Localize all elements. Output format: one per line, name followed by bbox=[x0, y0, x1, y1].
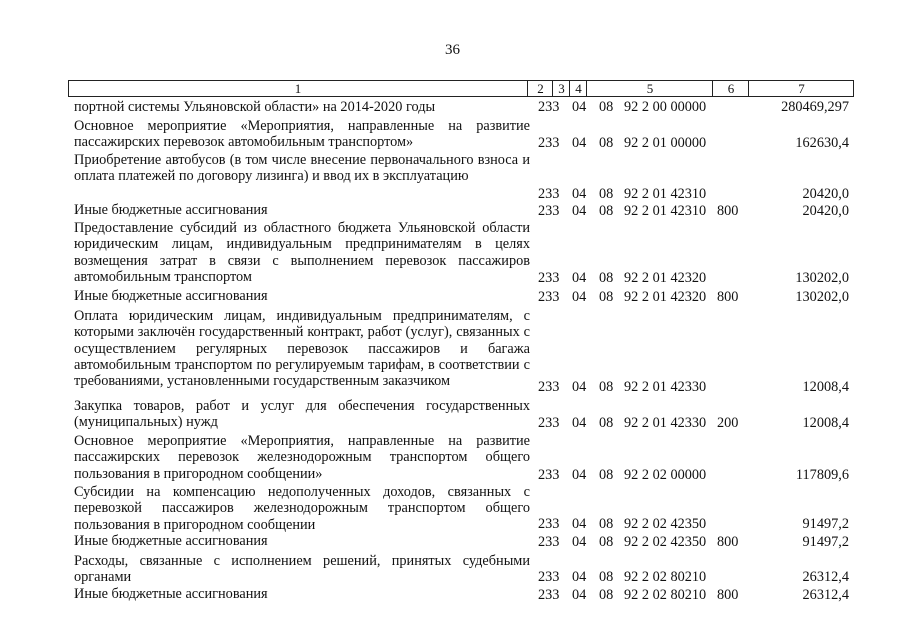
row-description: Иные бюджетные ассигнования bbox=[74, 288, 268, 304]
row-codes bbox=[0, 467, 905, 483]
section-code: 233 bbox=[538, 270, 560, 286]
row-codes bbox=[0, 516, 905, 532]
row-codes bbox=[0, 186, 905, 202]
row-description: Предоставление субсидий из областного бюджета Ульяновской области юридическим лицам, индивидуальным предпринимателям в целях возмещения затрат в связи с выполнением перевозок пассажиров автомобильным транспортом bbox=[74, 220, 530, 285]
row-description: Иные бюджетные ассигнования bbox=[74, 202, 268, 218]
item-code: 08 bbox=[599, 203, 614, 219]
target-code: 92 2 01 42330 bbox=[624, 415, 707, 431]
row-description: Закупка товаров, работ и услуг для обеспечения государственных (муниципальных) нужд bbox=[74, 398, 530, 431]
target-code: 92 2 02 80210 bbox=[624, 569, 707, 585]
amount: 91497,2 bbox=[802, 534, 849, 550]
table-row bbox=[0, 152, 905, 202]
row-description: Оплата юридическим лицам, индивидуальным предпринимателям, с которыми заключён государственный контракт, работ (услуг), связанных с осуществлением регулярных перевозок пассажиров и багажа автомобильным транспортом по регулируемым тарифам, в соответствии с требованиями, установленными государственным заказчиком bbox=[74, 308, 530, 390]
table-row bbox=[0, 308, 905, 395]
row-codes bbox=[0, 270, 905, 286]
section-code: 233 bbox=[538, 289, 560, 305]
table-row bbox=[0, 118, 905, 151]
section-code: 233 bbox=[538, 379, 560, 395]
subsection-code: 04 bbox=[572, 270, 587, 286]
subsection-code: 04 bbox=[572, 379, 587, 395]
section-code: 233 bbox=[538, 569, 560, 585]
target-code: 92 2 01 42310 bbox=[624, 203, 707, 219]
table-row bbox=[0, 220, 905, 286]
item-code: 08 bbox=[599, 135, 614, 151]
table-row bbox=[0, 202, 905, 219]
table-row bbox=[0, 533, 905, 550]
target-code: 92 2 01 42320 bbox=[624, 270, 707, 286]
section-code: 233 bbox=[538, 587, 560, 603]
table-row bbox=[0, 553, 905, 585]
row-codes bbox=[0, 415, 905, 431]
subsection-code: 04 bbox=[572, 467, 587, 483]
section-code: 233 bbox=[538, 467, 560, 483]
section-code: 233 bbox=[538, 135, 560, 151]
target-code: 92 2 01 42330 bbox=[624, 379, 707, 395]
amount: 280469,297 bbox=[781, 99, 849, 115]
item-code: 08 bbox=[599, 534, 614, 550]
amount: 12008,4 bbox=[802, 415, 849, 431]
section-code: 233 bbox=[538, 534, 560, 550]
section-code: 233 bbox=[538, 516, 560, 532]
table-header bbox=[68, 80, 854, 97]
subsection-code: 04 bbox=[572, 415, 587, 431]
table-row bbox=[0, 484, 905, 532]
amount: 20420,0 bbox=[802, 186, 849, 202]
header-col-7: 7 bbox=[748, 81, 854, 96]
subsection-code: 04 bbox=[572, 587, 587, 603]
item-code: 08 bbox=[599, 289, 614, 305]
row-codes bbox=[0, 203, 905, 219]
row-description: Приобретение автобусов (в том числе внесение первоначального взноса и оплата платежей по договору лизинга) и ввод их в эксплуатацию bbox=[74, 152, 530, 185]
row-description: Иные бюджетные ассигнования bbox=[74, 533, 268, 549]
row-description: портной системы Ульяновской области» на 2014-2020 годы bbox=[74, 99, 436, 115]
expense-type-code: 800 bbox=[717, 587, 739, 603]
subsection-code: 04 bbox=[572, 203, 587, 219]
target-code: 92 2 01 42320 bbox=[624, 289, 707, 305]
item-code: 08 bbox=[599, 186, 614, 202]
item-code: 08 bbox=[599, 99, 614, 115]
item-code: 08 bbox=[599, 415, 614, 431]
target-code: 92 2 02 80210 bbox=[624, 587, 707, 603]
subsection-code: 04 bbox=[572, 186, 587, 202]
subsection-code: 04 bbox=[572, 99, 587, 115]
row-description: Расходы, связанные с исполнением решений, принятых судебными органами bbox=[74, 553, 530, 586]
target-code: 92 2 00 00000 bbox=[624, 99, 707, 115]
expense-type-code: 200 bbox=[717, 415, 739, 431]
row-codes bbox=[0, 534, 905, 550]
subsection-code: 04 bbox=[572, 135, 587, 151]
row-codes bbox=[0, 587, 905, 603]
target-code: 92 2 02 00000 bbox=[624, 467, 707, 483]
target-code: 92 2 02 42350 bbox=[624, 534, 707, 550]
amount: 12008,4 bbox=[802, 379, 849, 395]
row-codes bbox=[0, 569, 905, 585]
section-code: 233 bbox=[538, 99, 560, 115]
header-col-5: 5 bbox=[586, 81, 713, 96]
row-description: Основное мероприятие «Мероприятия, направленные на развитие пассажирских перевозок автомобильным транспортом» bbox=[74, 118, 530, 151]
row-description: Основное мероприятие «Мероприятия, направленные на развитие пассажирских перевозок железнодорожным транспортом общего пользования в пригородном сообщении» bbox=[74, 433, 530, 482]
expense-type-code: 800 bbox=[717, 534, 739, 550]
header-col-1: 1 bbox=[294, 81, 302, 96]
amount: 20420,0 bbox=[802, 203, 849, 219]
item-code: 08 bbox=[599, 516, 614, 532]
subsection-code: 04 bbox=[572, 289, 587, 305]
item-code: 08 bbox=[599, 270, 614, 286]
table-row bbox=[0, 99, 905, 115]
amount: 162630,4 bbox=[795, 135, 849, 151]
item-code: 08 bbox=[599, 587, 614, 603]
target-code: 92 2 02 42350 bbox=[624, 516, 707, 532]
page-number: 36 bbox=[445, 42, 460, 58]
header-col-6: 6 bbox=[712, 81, 749, 96]
amount: 130202,0 bbox=[795, 289, 849, 305]
subsection-code: 04 bbox=[572, 516, 587, 532]
expense-type-code: 800 bbox=[717, 203, 739, 219]
row-codes bbox=[0, 135, 905, 151]
amount: 26312,4 bbox=[802, 587, 849, 603]
item-code: 08 bbox=[599, 379, 614, 395]
expense-type-code: 800 bbox=[717, 289, 739, 305]
amount: 26312,4 bbox=[802, 569, 849, 585]
header-col-4: 4 bbox=[569, 81, 587, 96]
row-codes bbox=[0, 289, 905, 305]
table-row bbox=[0, 398, 905, 431]
amount: 117809,6 bbox=[795, 467, 849, 483]
subsection-code: 04 bbox=[572, 569, 587, 585]
amount: 91497,2 bbox=[802, 516, 849, 532]
row-codes bbox=[0, 99, 905, 115]
item-code: 08 bbox=[599, 569, 614, 585]
row-description: Иные бюджетные ассигнования bbox=[74, 586, 268, 602]
table-row bbox=[0, 288, 905, 305]
header-col-3: 3 bbox=[552, 81, 570, 96]
amount: 130202,0 bbox=[795, 270, 849, 286]
item-code: 08 bbox=[599, 467, 614, 483]
table-row bbox=[0, 433, 905, 483]
table-row bbox=[0, 586, 905, 603]
subsection-code: 04 bbox=[572, 534, 587, 550]
section-code: 233 bbox=[538, 186, 560, 202]
section-code: 233 bbox=[538, 415, 560, 431]
row-codes bbox=[0, 379, 905, 395]
target-code: 92 2 01 42310 bbox=[624, 186, 707, 202]
header-col-2: 2 bbox=[527, 81, 553, 96]
section-code: 233 bbox=[538, 203, 560, 219]
target-code: 92 2 01 00000 bbox=[624, 135, 707, 151]
row-description: Субсидии на компенсацию недополученных доходов, связанных с перевозкой пассажиров железнодорожным транспортом общего пользования в пригородном сообщении bbox=[74, 484, 530, 533]
